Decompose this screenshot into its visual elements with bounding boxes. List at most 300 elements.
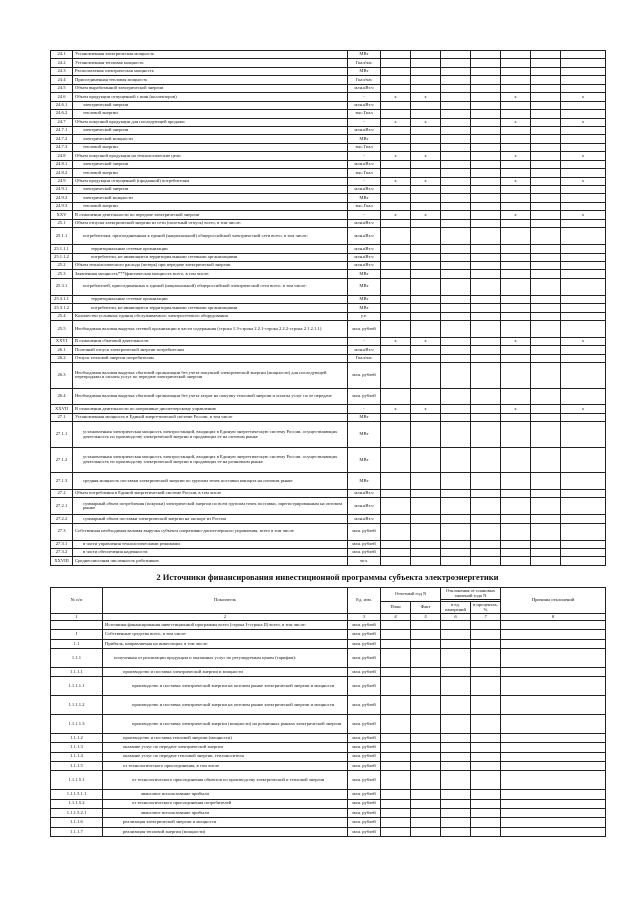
row-cell bbox=[471, 413, 501, 421]
row-cell bbox=[381, 169, 411, 177]
row-indicator: Установленная мощность в Единой энергетической системе России, в том числе bbox=[73, 413, 348, 421]
row-cell bbox=[381, 790, 411, 799]
row-cell bbox=[561, 143, 606, 151]
row-cell bbox=[441, 143, 471, 151]
table-row bbox=[51, 818, 606, 827]
row-cell: x bbox=[561, 337, 606, 345]
table-row bbox=[51, 211, 606, 219]
row-indicator: Объем выработанной электрической энергии bbox=[73, 84, 348, 92]
row-cell: x bbox=[381, 152, 411, 160]
row-unit: у.е. bbox=[348, 312, 381, 320]
row-cell bbox=[441, 93, 471, 101]
row-cell bbox=[411, 515, 441, 523]
row-number: 24.7.3 bbox=[51, 143, 73, 151]
row-unit: млн. рублей bbox=[348, 630, 381, 639]
row-cell bbox=[441, 557, 471, 565]
row-unit: МВт bbox=[348, 295, 381, 303]
row-cell bbox=[531, 160, 561, 168]
row-cell: x bbox=[501, 177, 531, 185]
row-unit: млн. рублей bbox=[348, 540, 381, 548]
row-cell bbox=[561, 169, 606, 177]
table-row bbox=[51, 228, 606, 245]
row-cell bbox=[471, 253, 501, 261]
row-unit: млн. рублей bbox=[348, 790, 381, 799]
row-cell bbox=[501, 51, 531, 59]
row-unit: - bbox=[348, 152, 381, 160]
table-row bbox=[51, 245, 606, 253]
row-indicator: Необходимая валовая выручка сбытовой организации без учета покупной электрической энергии (мощности) для последующей перепродажи и оплаты услуг по передаче электрической энергии bbox=[73, 363, 348, 388]
row-cell: x bbox=[411, 177, 441, 185]
row-cell bbox=[381, 295, 411, 303]
row-indicator: от технологического присоединения, в том числе bbox=[103, 761, 348, 770]
row-cell bbox=[531, 540, 561, 548]
row-indicator: авансовое использование прибыли bbox=[103, 808, 348, 817]
row-cell bbox=[441, 126, 471, 134]
table-row bbox=[51, 194, 606, 202]
row-cell bbox=[381, 799, 411, 808]
row-number: 24.7.1 bbox=[51, 126, 73, 134]
row-cell bbox=[471, 51, 501, 59]
row-cell bbox=[411, 354, 441, 362]
row-unit: МВт bbox=[348, 135, 381, 143]
row-cell bbox=[411, 743, 441, 752]
row-cell bbox=[501, 557, 531, 565]
row-cell bbox=[471, 473, 501, 490]
row-cell bbox=[501, 160, 531, 168]
row-cell bbox=[441, 498, 471, 515]
row-cell bbox=[441, 667, 471, 676]
row-cell bbox=[441, 228, 471, 245]
row-cell bbox=[411, 278, 441, 295]
row-number: 24.8.1 bbox=[51, 160, 73, 168]
row-cell bbox=[501, 549, 531, 557]
row-cell bbox=[381, 422, 411, 447]
row-cell bbox=[441, 827, 471, 836]
row-cell bbox=[441, 160, 471, 168]
row-unit: млн. рублей bbox=[348, 523, 381, 540]
row-cell bbox=[501, 667, 606, 676]
row-indicator: Прибыль, направляемая на инвестиции, в том числе: bbox=[103, 639, 348, 648]
row-cell bbox=[411, 202, 441, 210]
row-cell bbox=[501, 143, 531, 151]
row-cell bbox=[411, 489, 441, 497]
row-number: 24.7 bbox=[51, 118, 73, 126]
row-cell bbox=[411, 312, 441, 320]
row-cell bbox=[381, 649, 411, 668]
row-cell: x bbox=[561, 118, 606, 126]
row-cell bbox=[501, 186, 531, 194]
table-row bbox=[51, 549, 606, 557]
row-cell bbox=[471, 498, 501, 515]
row-cell bbox=[381, 696, 411, 715]
row-cell bbox=[411, 498, 441, 515]
row-cell bbox=[531, 413, 561, 421]
row-cell bbox=[381, 186, 411, 194]
row-cell bbox=[501, 827, 606, 836]
row-cell bbox=[441, 540, 471, 548]
row-number: 1.1.1.7 bbox=[51, 827, 103, 836]
row-indicator: Объем технологического расхода (потерь) при передаче электрической энергии bbox=[73, 261, 348, 269]
row-cell bbox=[411, 346, 441, 354]
row-cell bbox=[561, 219, 606, 227]
row-cell bbox=[411, 261, 441, 269]
row-cell bbox=[381, 363, 411, 388]
row-unit: млн.кВт.ч bbox=[348, 228, 381, 245]
header-fact: Факт bbox=[411, 602, 441, 614]
row-unit: млн. рублей bbox=[348, 771, 381, 790]
row-cell: x bbox=[411, 118, 441, 126]
row-cell bbox=[381, 761, 411, 770]
column-number: 5 bbox=[411, 614, 441, 621]
row-cell: x bbox=[561, 405, 606, 413]
row-indicator: территориальные сетевые организации bbox=[73, 295, 348, 303]
row-cell bbox=[531, 447, 561, 472]
row-cell bbox=[561, 346, 606, 354]
row-cell bbox=[531, 489, 561, 497]
row-cell bbox=[441, 489, 471, 497]
row-unit: млн. рублей bbox=[348, 667, 381, 676]
row-cell bbox=[531, 354, 561, 362]
row-cell bbox=[471, 630, 501, 639]
row-cell bbox=[441, 211, 471, 219]
row-cell bbox=[501, 752, 606, 761]
table-row bbox=[51, 422, 606, 447]
row-unit: млн.кВт.ч bbox=[348, 515, 381, 523]
row-cell bbox=[381, 498, 411, 515]
row-cell: x bbox=[381, 211, 411, 219]
row-cell bbox=[531, 515, 561, 523]
row-cell bbox=[381, 808, 411, 817]
row-cell bbox=[501, 219, 531, 227]
row-cell bbox=[531, 169, 561, 177]
row-cell bbox=[561, 202, 606, 210]
row-cell bbox=[411, 523, 441, 540]
row-cell: x bbox=[501, 93, 531, 101]
row-unit: млн. рублей bbox=[348, 363, 381, 388]
row-cell bbox=[471, 752, 501, 761]
row-cell bbox=[441, 743, 471, 752]
row-number: 24.8.2 bbox=[51, 169, 73, 177]
row-cell bbox=[441, 118, 471, 126]
row-cell bbox=[501, 253, 531, 261]
row-indicator: в части управления технологическими режимами bbox=[73, 540, 348, 548]
row-indicator: Установленная электрическая мощность bbox=[73, 51, 348, 59]
table-row bbox=[51, 261, 606, 269]
row-cell bbox=[411, 413, 441, 421]
row-indicator: Количество условных единиц обслуживаемого электросетевого оборудования bbox=[73, 312, 348, 320]
row-cell bbox=[501, 808, 606, 817]
row-number: 27.1.2 bbox=[51, 447, 73, 472]
row-cell bbox=[381, 818, 411, 827]
table-row bbox=[51, 621, 606, 630]
row-cell: x bbox=[501, 118, 531, 126]
row-cell bbox=[471, 549, 501, 557]
row-unit: млн. рублей bbox=[348, 549, 381, 557]
row-cell bbox=[501, 696, 606, 715]
row-cell bbox=[471, 489, 501, 497]
row-cell bbox=[381, 489, 411, 497]
row-cell bbox=[381, 143, 411, 151]
row-number: 26.1 bbox=[51, 346, 73, 354]
table-row bbox=[51, 135, 606, 143]
row-cell bbox=[471, 523, 501, 540]
row-number: 1.1.1.1 bbox=[51, 667, 103, 676]
row-cell bbox=[471, 621, 501, 630]
row-cell: x bbox=[561, 211, 606, 219]
row-unit: млн. рублей bbox=[348, 818, 381, 827]
row-number: I bbox=[51, 630, 103, 639]
table-row bbox=[51, 639, 606, 648]
row-unit: млн. рублей bbox=[348, 621, 381, 630]
row-cell bbox=[561, 295, 606, 303]
row-cell: x bbox=[561, 152, 606, 160]
table-row bbox=[51, 270, 606, 278]
row-unit: млн. рублей bbox=[348, 696, 381, 715]
row-cell bbox=[441, 733, 471, 742]
row-cell bbox=[441, 152, 471, 160]
row-cell bbox=[471, 270, 501, 278]
row-unit: млн. рублей bbox=[348, 733, 381, 742]
row-cell bbox=[441, 799, 471, 808]
row-unit: млн.кВт.ч bbox=[348, 101, 381, 109]
row-unit: МВт bbox=[348, 270, 381, 278]
row-cell bbox=[471, 677, 501, 696]
row-unit: Гкал/час bbox=[348, 354, 381, 362]
row-cell bbox=[411, 194, 441, 202]
row-indicator: производство и поставка электрической энергии на оптовом рынке электрической энергии и мощности bbox=[103, 677, 348, 696]
row-cell bbox=[471, 304, 501, 312]
row-cell bbox=[531, 278, 561, 295]
row-cell bbox=[411, 790, 441, 799]
row-cell bbox=[381, 59, 411, 67]
row-number: XXVIII bbox=[51, 557, 73, 565]
row-cell bbox=[441, 346, 471, 354]
row-cell bbox=[411, 799, 441, 808]
row-cell bbox=[441, 388, 471, 405]
row-cell bbox=[501, 278, 531, 295]
row-cell bbox=[501, 101, 531, 109]
row-indicator: Источники финансирования инвестиционной программы всего (строка I+строка II) всего, в том числе: bbox=[103, 621, 348, 630]
row-cell: x bbox=[381, 118, 411, 126]
table-row bbox=[51, 253, 606, 261]
row-cell bbox=[441, 245, 471, 253]
row-number: 1.1.1.2 bbox=[51, 733, 103, 742]
row-cell bbox=[381, 270, 411, 278]
row-cell bbox=[501, 228, 531, 245]
row-cell bbox=[561, 270, 606, 278]
row-number: 27.2.2 bbox=[51, 515, 73, 523]
row-number: 24.4 bbox=[51, 76, 73, 84]
row-number: 25.1.1 bbox=[51, 228, 73, 245]
row-cell bbox=[411, 649, 441, 668]
row-cell bbox=[561, 304, 606, 312]
header-report-year: Отчетный год N bbox=[381, 588, 441, 602]
row-cell bbox=[471, 321, 501, 338]
row-cell bbox=[471, 143, 501, 151]
row-cell bbox=[501, 540, 531, 548]
row-cell bbox=[411, 126, 441, 134]
row-cell bbox=[471, 110, 501, 118]
row-cell bbox=[561, 489, 606, 497]
row-unit: Гкал/час bbox=[348, 59, 381, 67]
row-cell bbox=[411, 752, 441, 761]
row-cell bbox=[411, 59, 441, 67]
row-cell bbox=[531, 84, 561, 92]
row-unit: млн.кВт.ч bbox=[348, 261, 381, 269]
row-cell bbox=[501, 771, 606, 790]
row-cell bbox=[561, 186, 606, 194]
row-cell bbox=[471, 219, 501, 227]
row-indicator: Объем потребления в Единой энергетической системе России, в том числе bbox=[73, 489, 348, 497]
row-number: 25.3.1 bbox=[51, 278, 73, 295]
row-indicator: реализация электрической энергии и мощности bbox=[103, 818, 348, 827]
row-number: 25.5 bbox=[51, 321, 73, 338]
row-number: 24.6 bbox=[51, 93, 73, 101]
row-cell bbox=[501, 67, 531, 75]
row-cell bbox=[501, 110, 531, 118]
row-unit: - bbox=[348, 337, 381, 345]
row-cell bbox=[531, 422, 561, 447]
financing-sources-table bbox=[50, 587, 606, 837]
row-cell bbox=[561, 101, 606, 109]
row-cell: x bbox=[501, 211, 531, 219]
row-unit: чел. bbox=[348, 557, 381, 565]
row-cell bbox=[501, 261, 531, 269]
row-cell bbox=[561, 540, 606, 548]
row-cell bbox=[501, 515, 531, 523]
row-cell bbox=[501, 743, 606, 752]
row-cell bbox=[531, 312, 561, 320]
row-cell bbox=[411, 101, 441, 109]
row-cell bbox=[471, 761, 501, 770]
row-cell bbox=[561, 523, 606, 540]
row-cell bbox=[561, 278, 606, 295]
table-row bbox=[51, 515, 606, 523]
row-cell bbox=[501, 59, 531, 67]
row-cell bbox=[471, 667, 501, 676]
table-row bbox=[51, 733, 606, 742]
row-cell bbox=[441, 422, 471, 447]
table-row bbox=[51, 101, 606, 109]
table-row bbox=[51, 799, 606, 808]
row-number: 27.1.3 bbox=[51, 473, 73, 490]
row-indicator: от технологического присоединения потребителей bbox=[103, 799, 348, 808]
row-unit: тыс.Гкал bbox=[348, 202, 381, 210]
row-cell bbox=[561, 422, 606, 447]
row-indicator: производство и поставка электрической энергии и мощности bbox=[103, 667, 348, 676]
row-number: 25.1.1.2 bbox=[51, 253, 73, 261]
row-unit: млн.кВт.ч bbox=[348, 160, 381, 168]
row-unit: млн. рублей bbox=[348, 714, 381, 733]
table-row bbox=[51, 714, 606, 733]
row-cell bbox=[411, 321, 441, 338]
row-cell bbox=[471, 312, 501, 320]
row-cell bbox=[501, 489, 531, 497]
row-cell: x bbox=[411, 211, 441, 219]
row-cell bbox=[471, 649, 501, 668]
row-cell bbox=[441, 549, 471, 557]
row-indicator: потребители, не являющиеся территориальными сетевыми организациями bbox=[73, 253, 348, 261]
row-cell bbox=[501, 354, 531, 362]
row-cell: x bbox=[411, 405, 441, 413]
column-number: 6 bbox=[441, 614, 471, 621]
row-cell bbox=[501, 312, 531, 320]
row-cell bbox=[441, 696, 471, 715]
row-cell bbox=[411, 630, 441, 639]
row-indicator: электрической мощности bbox=[73, 194, 348, 202]
row-number: 25.3.1.2 bbox=[51, 304, 73, 312]
row-indicator: Объем продукции отпущенной (проданной) потребителям bbox=[73, 177, 348, 185]
row-cell bbox=[561, 126, 606, 134]
row-cell bbox=[471, 295, 501, 303]
row-cell bbox=[501, 135, 531, 143]
table-row bbox=[51, 160, 606, 168]
row-cell bbox=[411, 219, 441, 227]
row-cell bbox=[471, 771, 501, 790]
table-row bbox=[51, 186, 606, 194]
row-cell bbox=[381, 278, 411, 295]
row-cell bbox=[531, 321, 561, 338]
row-number: 25.3 bbox=[51, 270, 73, 278]
row-unit: Гкал/час bbox=[348, 76, 381, 84]
row-cell bbox=[471, 346, 501, 354]
row-indicator: потребителей, присоединенных к единой (национальной) общероссийской электрической сети всего, в том числе: bbox=[73, 278, 348, 295]
row-cell bbox=[441, 202, 471, 210]
row-cell bbox=[441, 177, 471, 185]
row-cell bbox=[381, 621, 411, 630]
row-indicator: установленная электрическая мощность электростанций, входящих в Единую энергетическую систему России, осуществляющих деятельность по производству электрической энергии и продающих ее на оптовом рынке bbox=[73, 422, 348, 447]
row-cell bbox=[411, 540, 441, 548]
column-number: 8 bbox=[501, 614, 606, 621]
row-cell bbox=[471, 118, 501, 126]
row-cell bbox=[501, 76, 531, 84]
row-cell bbox=[441, 515, 471, 523]
row-cell bbox=[471, 714, 501, 733]
row-cell bbox=[531, 549, 561, 557]
row-cell bbox=[531, 523, 561, 540]
row-unit: млн. рублей bbox=[348, 743, 381, 752]
row-cell: x bbox=[501, 405, 531, 413]
row-unit: МВт bbox=[348, 473, 381, 490]
row-cell bbox=[471, 245, 501, 253]
row-unit: млн.кВт.ч bbox=[348, 346, 381, 354]
row-cell: x bbox=[381, 177, 411, 185]
row-cell bbox=[531, 304, 561, 312]
row-cell bbox=[531, 405, 561, 413]
row-cell bbox=[381, 126, 411, 134]
row-number: 1.1.1.3 bbox=[51, 743, 103, 752]
row-cell bbox=[501, 677, 606, 696]
row-cell bbox=[531, 67, 561, 75]
row-unit: млн. рублей bbox=[348, 649, 381, 668]
table-row bbox=[51, 118, 606, 126]
row-cell bbox=[501, 126, 531, 134]
row-unit: МВт bbox=[348, 447, 381, 472]
row-number bbox=[51, 621, 103, 630]
row-cell bbox=[531, 194, 561, 202]
table-row bbox=[51, 473, 606, 490]
row-unit: млн.кВт.ч bbox=[348, 489, 381, 497]
row-cell bbox=[471, 67, 501, 75]
row-cell bbox=[441, 771, 471, 790]
column-number: 2 bbox=[103, 614, 348, 621]
row-cell bbox=[501, 245, 531, 253]
row-number: 24.2 bbox=[51, 59, 73, 67]
row-unit: млн. рублей bbox=[348, 752, 381, 761]
row-cell bbox=[501, 714, 606, 733]
row-cell bbox=[561, 245, 606, 253]
header-num: № п/п bbox=[51, 588, 103, 614]
